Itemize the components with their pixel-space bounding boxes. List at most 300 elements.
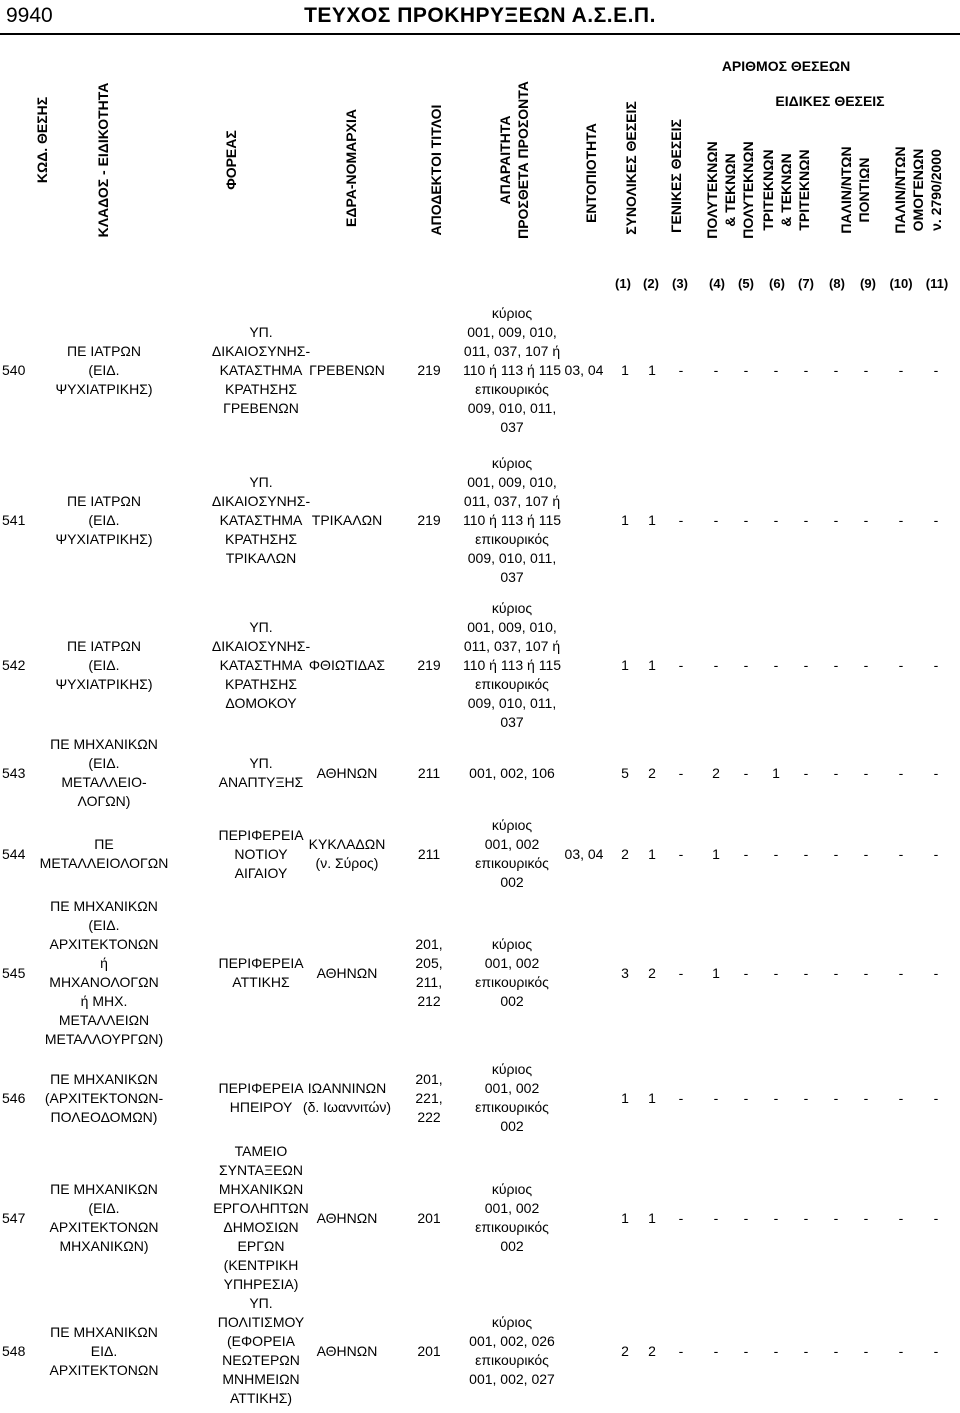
specialty-line: ΠΕ ΜΗΧΑΝΙΚΩΝ <box>50 1181 158 1197</box>
auxiliary-line: 002 <box>500 874 524 890</box>
position-count: - <box>803 657 809 673</box>
accepted-titles <box>404 593 454 737</box>
position-code <box>2 812 32 896</box>
main-line: 011, 037, 107 ή <box>463 637 561 654</box>
table-row <box>0 1292 960 1410</box>
agency-line: ΕΡΓΟΛΗΠΤΩΝ <box>213 1200 309 1216</box>
position-count: - <box>803 512 809 528</box>
position-count: 1 <box>621 362 629 378</box>
auxiliary-line: 002 <box>500 1118 524 1134</box>
table-row <box>0 735 960 811</box>
main-line: 001, 002 <box>484 1200 540 1216</box>
auxiliary-label: επικουρικός <box>475 974 549 990</box>
position-code-text: 542 <box>2 656 26 673</box>
position-count: - <box>743 1090 749 1106</box>
header-locality: ΕΝΤΟΠΙΟΤΗΤΑ <box>583 123 599 223</box>
position-count: - <box>833 1210 839 1226</box>
accepted-titles <box>404 1148 454 1288</box>
position-code <box>2 1292 32 1410</box>
header-payroll: ΑΠΟΔΕΚΤΟΙ ΤΙΤΛΟΙ <box>428 104 444 236</box>
position-count: 5 <box>621 765 629 781</box>
accepted-titles <box>404 896 454 1050</box>
specialty-line: (ΕΙΔ. <box>88 361 120 378</box>
header-polyteknon: ΠΟΛΥΤΕΚΝΩΝ & ΤΕΚΝΩΝ ΠΟΛΥΤΕΚΝΩΝ <box>704 141 756 239</box>
position-count: 1 <box>621 512 629 528</box>
specialty-line: ΜΗΧΑΝΙΚΩΝ) <box>59 1238 149 1254</box>
title-code-line: 201 <box>417 1209 441 1226</box>
col-number: (8) <box>829 276 845 291</box>
position-code <box>2 300 32 440</box>
header-positions-group: ΑΡΙΘΜΟΣ ΘΕΣΕΩΝ <box>721 58 851 74</box>
agency-line: ΑΤΤΙΚΗΣ <box>232 974 290 990</box>
position-count: - <box>743 512 749 528</box>
position-count: - <box>898 1343 904 1359</box>
title-code-line: 219 <box>417 656 441 673</box>
col-number: (1) <box>615 276 631 291</box>
main-label: κύριος <box>491 454 533 471</box>
main-label: κύριος <box>491 1061 533 1077</box>
agency-line: ΑΙΓΑΙΟΥ <box>234 864 288 881</box>
position-count: - <box>898 1210 904 1226</box>
specialty <box>34 1292 174 1410</box>
specialty-line: ΑΡΧΙΤΕΚΤΟΝΩΝ <box>49 1361 159 1378</box>
position-count: - <box>678 965 684 981</box>
seat-line: (δ. Ιωαννιτών) <box>302 1099 392 1115</box>
position-count: - <box>898 362 904 378</box>
agency-line: ΠΕΡΙΦΕΡΕΙΑ <box>218 826 304 843</box>
table-row <box>0 812 960 896</box>
main-line: 001, 002 <box>484 836 540 852</box>
position-count: - <box>713 1343 719 1359</box>
accepted-titles <box>404 1292 454 1410</box>
position-count: - <box>773 846 779 862</box>
table-row <box>0 300 960 440</box>
main-label: κύριος <box>491 936 533 952</box>
col-number: (6) <box>769 276 785 291</box>
agency-line: ΤΡΙΚΑΛΩΝ <box>225 549 297 566</box>
specialty-line: ΑΡΧΙΤΕΚΤΟΝΩΝ <box>49 936 159 952</box>
position-count: - <box>933 512 939 528</box>
position-count: 1 <box>621 1210 629 1226</box>
position-count: - <box>863 657 869 673</box>
auxiliary-line: 037 <box>500 568 524 585</box>
position-count: - <box>743 362 749 378</box>
header-area: ΕΔΡΑ-ΝΟΜΑΡΧΙΑ <box>343 109 359 227</box>
position-count: 2 <box>712 765 720 781</box>
title-code-line: 211 <box>417 764 441 781</box>
position-code <box>2 593 32 737</box>
position-code-text: 541 <box>2 511 26 528</box>
specialty-line: ΠΕ ΜΗΧΑΝΙΚΩΝ <box>50 1070 158 1087</box>
header-qual-2: ΠΡΟΣΘΕΤΑ ΠΡΟΣΟΝΤΑ <box>515 81 531 239</box>
page-number: 9940 <box>6 4 53 27</box>
specialty-line: ή ΜΗΧ. <box>80 993 128 1009</box>
agency-line: ΠΕΡΙΦΕΡΕΙΑ <box>218 1080 304 1096</box>
table-row <box>0 1052 960 1144</box>
specialty <box>34 300 174 440</box>
position-count: - <box>773 965 779 981</box>
position-count: 2 <box>621 1343 629 1359</box>
main-label: κύριος <box>491 1181 533 1197</box>
position-count: 1 <box>648 1210 656 1226</box>
position-count: - <box>678 1090 684 1106</box>
specialty-line: ΠΕ ΜΗΧΑΝΙΚΩΝ <box>50 736 158 752</box>
position-count: 2 <box>648 765 656 781</box>
seat-line: ΙΩΑΝΝΙΝΩΝ <box>307 1080 387 1096</box>
main-line: 011, 037, 107 ή <box>463 342 561 359</box>
specialty-line: ΠΕ ΙΑΤΡΩΝ <box>67 492 141 509</box>
col-number: (5) <box>738 276 754 291</box>
seat-prefecture <box>288 593 406 737</box>
position-count: - <box>933 1343 939 1359</box>
auxiliary-line: 009, 010, 011, <box>467 694 557 711</box>
seat-prefecture <box>288 1148 406 1288</box>
agency-line: ΚΑΤΑΣΤΗΜΑ <box>219 656 303 673</box>
position-count: - <box>803 965 809 981</box>
accepted-titles <box>404 812 454 896</box>
main-line: 001, 009, 010, <box>467 473 557 490</box>
position-code <box>2 735 32 811</box>
specialty-line: ΨΥΧΙΑΤΡΙΚΗΣ) <box>55 380 153 397</box>
position-count: 1 <box>648 657 656 673</box>
position-code-text: 540 <box>2 361 26 378</box>
required-qualifications <box>450 1148 574 1288</box>
agency-line: ΔΙΚΑΙΟΣΥΝΗΣ- <box>211 342 311 359</box>
agency-line: ΚΡΑΤΗΣΗΣ <box>224 530 298 547</box>
position-count: - <box>833 965 839 981</box>
position-count: - <box>773 1343 779 1359</box>
position-count: - <box>898 765 904 781</box>
page-title: ΤΕΥΧΟΣ ΠΡΟΚΗΡΥΞΕΩΝ Α.Σ.Ε.Π. <box>304 4 656 27</box>
header-body: ΦΟΡΕΑΣ <box>223 130 239 190</box>
seat-line: ΤΡΙΚΑΛΩΝ <box>311 511 383 528</box>
agency-line: ΝΕΩΤΕΡΩΝ <box>222 1352 300 1368</box>
specialty-line: ΠΕ ΙΑΤΡΩΝ <box>67 342 141 359</box>
agency-line: ΔΙΚΑΙΟΣΥΝΗΣ- <box>211 492 311 509</box>
position-count: - <box>743 765 749 781</box>
agency-line: ΥΠ. <box>249 1295 273 1311</box>
position-count: - <box>773 362 779 378</box>
specialty-line: ΜΕΤΑΛΛΕΙΟ- <box>61 774 147 790</box>
position-count: - <box>803 362 809 378</box>
title-code-line: 211 <box>417 845 441 862</box>
position-count: - <box>933 1090 939 1106</box>
main-line: 110 ή 113 ή 115 <box>462 656 562 673</box>
required-qualifications <box>450 448 574 592</box>
accepted-titles <box>404 735 454 811</box>
seat-line: ΑΘΗΝΩΝ <box>316 1209 378 1226</box>
agency-line: ΚΡΑΤΗΣΗΣ <box>224 675 298 692</box>
position-count: - <box>713 657 719 673</box>
position-code <box>2 1052 32 1144</box>
specialty <box>34 448 174 592</box>
title-code-line: 219 <box>417 361 441 378</box>
auxiliary-line: 002 <box>500 1238 524 1254</box>
specialty-line: ΜΕΤΑΛΛΟΥΡΓΩΝ) <box>44 1031 164 1047</box>
position-count: 2 <box>648 965 656 981</box>
position-count: - <box>713 512 719 528</box>
position-count: - <box>678 1210 684 1226</box>
title-code-line: 212 <box>417 993 441 1009</box>
position-count: - <box>863 1343 869 1359</box>
position-count: - <box>863 1210 869 1226</box>
specialty-line: ή <box>100 955 108 971</box>
specialty-line: ΨΥΧΙΑΤΡΙΚΗΣ) <box>55 530 153 547</box>
agency-line: ΥΠ. <box>249 618 273 635</box>
header-specialty: ΚΛΑΔΟΣ - ΕΙΔΙΚΟΤΗΤΑ <box>95 82 111 238</box>
seat-prefecture <box>288 812 406 896</box>
specialty-line: ΨΥΧΙΑΤΡΙΚΗΣ) <box>55 675 153 692</box>
position-count: - <box>898 965 904 981</box>
header-qual-1: ΑΠΑΡΑΙΤΗΤΑ <box>497 115 513 205</box>
position-count: - <box>933 765 939 781</box>
position-code-text: 548 <box>2 1342 26 1359</box>
main-line: 110 ή 113 ή 115 <box>462 361 562 378</box>
table-row <box>0 448 960 592</box>
position-count: 1 <box>648 846 656 862</box>
position-code-text: 547 <box>2 1209 26 1226</box>
table-row <box>0 896 960 1050</box>
specialty-line: (ΕΙΔ. <box>88 1200 120 1216</box>
header-code: ΚΩΔ. ΘΕΣΗΣ <box>34 96 50 184</box>
seat-prefecture <box>288 1052 406 1144</box>
agency-line: ΑΤΤΙΚΗΣ) <box>229 1390 293 1406</box>
header-special-group: ΕΙΔΙΚΕΣ ΘΕΣΕΙΣ <box>775 93 885 109</box>
seat-prefecture <box>288 896 406 1050</box>
position-count: - <box>863 1090 869 1106</box>
position-count: - <box>833 657 839 673</box>
main-label: κύριος <box>491 599 533 616</box>
position-count: - <box>803 1090 809 1106</box>
main-line: 001, 002 <box>484 1080 540 1096</box>
position-count: - <box>833 846 839 862</box>
agency-line: ΕΡΓΩΝ <box>237 1238 285 1254</box>
specialty-line: ΠΕ <box>94 836 114 852</box>
specialty-line: ΠΕ ΜΗΧΑΝΙΚΩΝ <box>50 1323 158 1340</box>
position-count: - <box>898 1090 904 1106</box>
specialty-line: ΕΙΔ. <box>90 1342 118 1359</box>
title-code-line: 211, <box>415 974 443 990</box>
position-count: - <box>773 512 779 528</box>
specialty <box>34 593 174 737</box>
position-count: 1 <box>648 362 656 378</box>
title-code-line: 201, <box>415 1070 443 1087</box>
seat-line: ΚΥΚΛΑΔΩΝ <box>308 836 386 852</box>
position-code <box>2 448 32 592</box>
position-count: - <box>678 765 684 781</box>
agency-line: (ΚΕΝΤΡΙΚΗ <box>223 1257 299 1273</box>
main-label: κύριος <box>491 1314 533 1330</box>
required-qualifications <box>450 735 574 811</box>
position-count: - <box>713 362 719 378</box>
position-count: 1 <box>621 1090 629 1106</box>
header-general: ΓΕΝΙΚΕΣ ΘΕΣΕΙΣ <box>668 119 684 233</box>
agency-line: ΠΕΡΙΦΕΡΕΙΑ <box>218 955 304 971</box>
required-qualifications <box>450 593 574 737</box>
auxiliary-label: επικουρικός <box>475 1099 549 1115</box>
position-count: - <box>803 846 809 862</box>
agency-line: ΜΗΧΑΝΙΚΩΝ <box>218 1181 304 1197</box>
position-count: - <box>678 362 684 378</box>
position-count: - <box>803 765 809 781</box>
header-total: ΣΥΝΟΛΙΚΕΣ ΘΕΣΕΙΣ <box>623 101 639 235</box>
agency-line: ΥΠ. <box>249 755 273 771</box>
position-count: 1 <box>621 657 629 673</box>
auxiliary-line: 002 <box>500 993 524 1009</box>
position-count: - <box>898 512 904 528</box>
table-row <box>0 593 960 737</box>
position-count: - <box>678 512 684 528</box>
seat-line: ΑΘΗΝΩΝ <box>316 1342 378 1359</box>
specialty <box>34 1052 174 1144</box>
position-count: - <box>678 846 684 862</box>
specialty-line: (ΕΙΔ. <box>88 511 120 528</box>
position-count: - <box>833 362 839 378</box>
agency-line: ΥΠ. <box>249 473 273 490</box>
agency-line: ΗΠΕΙΡΟΥ <box>229 1099 293 1115</box>
auxiliary-line: 001, 002, 027 <box>469 1371 555 1387</box>
position-code <box>2 1148 32 1288</box>
header-rule <box>0 33 960 35</box>
position-count: 1 <box>648 1090 656 1106</box>
locality-text: 03, 04 <box>564 361 604 378</box>
agency-line: ΔΗΜΟΣΙΩΝ <box>223 1219 299 1235</box>
auxiliary-label: επικουρικός <box>475 380 549 397</box>
agency-line: ΚΑΤΑΣΤΗΜΑ <box>219 361 303 378</box>
auxiliary-label: επικουρικός <box>475 675 549 692</box>
position-code <box>2 896 32 1050</box>
position-count: - <box>743 965 749 981</box>
locality-text: 03, 04 <box>564 845 604 862</box>
page-header <box>0 0 960 34</box>
specialty-line: ΠΕ ΜΗΧΑΝΙΚΩΝ <box>50 898 158 914</box>
title-code-line: 201 <box>417 1342 441 1359</box>
locality <box>556 812 612 896</box>
agency-line: ΥΠ. <box>249 323 273 340</box>
position-count: - <box>833 1090 839 1106</box>
position-count: - <box>863 965 869 981</box>
position-count: - <box>833 1343 839 1359</box>
position-code-text: 545 <box>2 964 26 981</box>
table-row <box>0 1143 960 1292</box>
agency-line: ΑΝΑΠΤΥΞΗΣ <box>218 774 304 790</box>
main-line: 001, 002 <box>484 955 540 971</box>
seat-line: (ν. Σύρος) <box>315 855 379 871</box>
accepted-titles <box>404 300 454 440</box>
position-count: 1 <box>712 965 720 981</box>
title-code-line: 222 <box>417 1108 441 1125</box>
agency-line: ΔΙΚΑΙΟΣΥΝΗΣ- <box>211 637 311 654</box>
main-line: 001, 002, 106 <box>469 764 555 781</box>
auxiliary-label: επικουρικός <box>475 855 549 871</box>
accepted-titles <box>404 448 454 592</box>
specialty-line: ΠΕ ΙΑΤΡΩΝ <box>67 637 141 654</box>
seat-prefecture <box>288 300 406 440</box>
agency-line: ΝΟΤΙΟΥ <box>234 845 288 862</box>
position-count: 2 <box>648 1343 656 1359</box>
specialty <box>34 735 174 811</box>
specialty-line: (ΕΙΔ. <box>88 917 120 933</box>
position-count: - <box>833 765 839 781</box>
position-count: - <box>863 765 869 781</box>
specialty-line: (ΕΙΔ. <box>88 755 120 771</box>
position-count: - <box>933 846 939 862</box>
col-number: (2) <box>643 276 659 291</box>
position-count: - <box>933 1210 939 1226</box>
position-count: 2 <box>621 846 629 862</box>
auxiliary-label: επικουρικός <box>475 1219 549 1235</box>
specialty-line: ΜΕΤΑΛΛΕΙΩΝ <box>58 1012 150 1028</box>
auxiliary-line: 009, 010, 011, <box>467 549 557 566</box>
position-code-text: 546 <box>2 1089 26 1106</box>
agency-line: ΔΟΜΟΚΟΥ <box>225 694 297 711</box>
position-count: - <box>743 1210 749 1226</box>
main-line: 001, 002, 026 <box>469 1333 555 1349</box>
auxiliary-line: 037 <box>500 418 524 435</box>
auxiliary-label: επικουρικός <box>475 1352 549 1368</box>
position-count: 1 <box>772 765 780 781</box>
specialty-line: ΑΡΧΙΤΕΚΤΟΝΩΝ <box>49 1219 159 1235</box>
auxiliary-line: 009, 010, 011, <box>467 399 557 416</box>
seat-line: ΑΘΗΝΩΝ <box>316 964 378 981</box>
position-count: - <box>933 657 939 673</box>
specialty-line: ΠΟΛΕΟΔΟΜΩΝ) <box>50 1108 158 1125</box>
agency-line: ΓΡΕΒΕΝΩΝ <box>223 399 299 416</box>
main-label: κύριος <box>491 304 533 321</box>
main-line: 011, 037, 107 ή <box>463 492 561 509</box>
seat-line: ΓΡΕΒΕΝΩΝ <box>309 361 385 378</box>
position-count: - <box>713 1210 719 1226</box>
position-count: - <box>803 1210 809 1226</box>
position-count: - <box>833 512 839 528</box>
title-code-line: 219 <box>417 511 441 528</box>
title-code-line: 201, <box>415 936 443 952</box>
col-number: (9) <box>860 276 876 291</box>
specialty-line: (ΑΡΧΙΤΕΚΤΟΝΩΝ- <box>44 1089 164 1106</box>
required-qualifications <box>450 1292 574 1410</box>
position-count: - <box>713 1090 719 1106</box>
seat-prefecture <box>288 1292 406 1410</box>
position-count: - <box>933 362 939 378</box>
position-count: - <box>803 1343 809 1359</box>
agency-line: ΠΟΛΙΤΙΣΜΟΥ <box>217 1314 305 1330</box>
position-count: - <box>678 657 684 673</box>
position-count: - <box>863 362 869 378</box>
col-number: (7) <box>798 276 814 291</box>
main-label: κύριος <box>491 817 533 833</box>
specialty-line: ΜΗΧΑΝΟΛΟΓΩΝ <box>49 974 159 990</box>
seat-line: ΦΘΙΩΤΙΔΑΣ <box>308 656 386 673</box>
main-line: 001, 009, 010, <box>467 323 557 340</box>
specialty <box>34 1148 174 1288</box>
seat-prefecture <box>288 448 406 592</box>
auxiliary-label: επικουρικός <box>475 530 549 547</box>
position-count: - <box>933 965 939 981</box>
specialty <box>34 896 174 1050</box>
title-code-line: 221, <box>415 1089 443 1106</box>
position-count: 3 <box>621 965 629 981</box>
title-code-line: 205, <box>415 955 443 971</box>
position-count: - <box>898 657 904 673</box>
position-code-text: 544 <box>2 845 26 862</box>
seat-prefecture <box>288 735 406 811</box>
agency-line: ΥΠΗΡΕΣΙΑ) <box>223 1276 299 1292</box>
position-count: - <box>743 657 749 673</box>
specialty-line: ΛΟΓΩΝ) <box>77 793 131 809</box>
position-count: - <box>743 1343 749 1359</box>
position-count: - <box>743 846 749 862</box>
col-number: (3) <box>672 276 688 291</box>
